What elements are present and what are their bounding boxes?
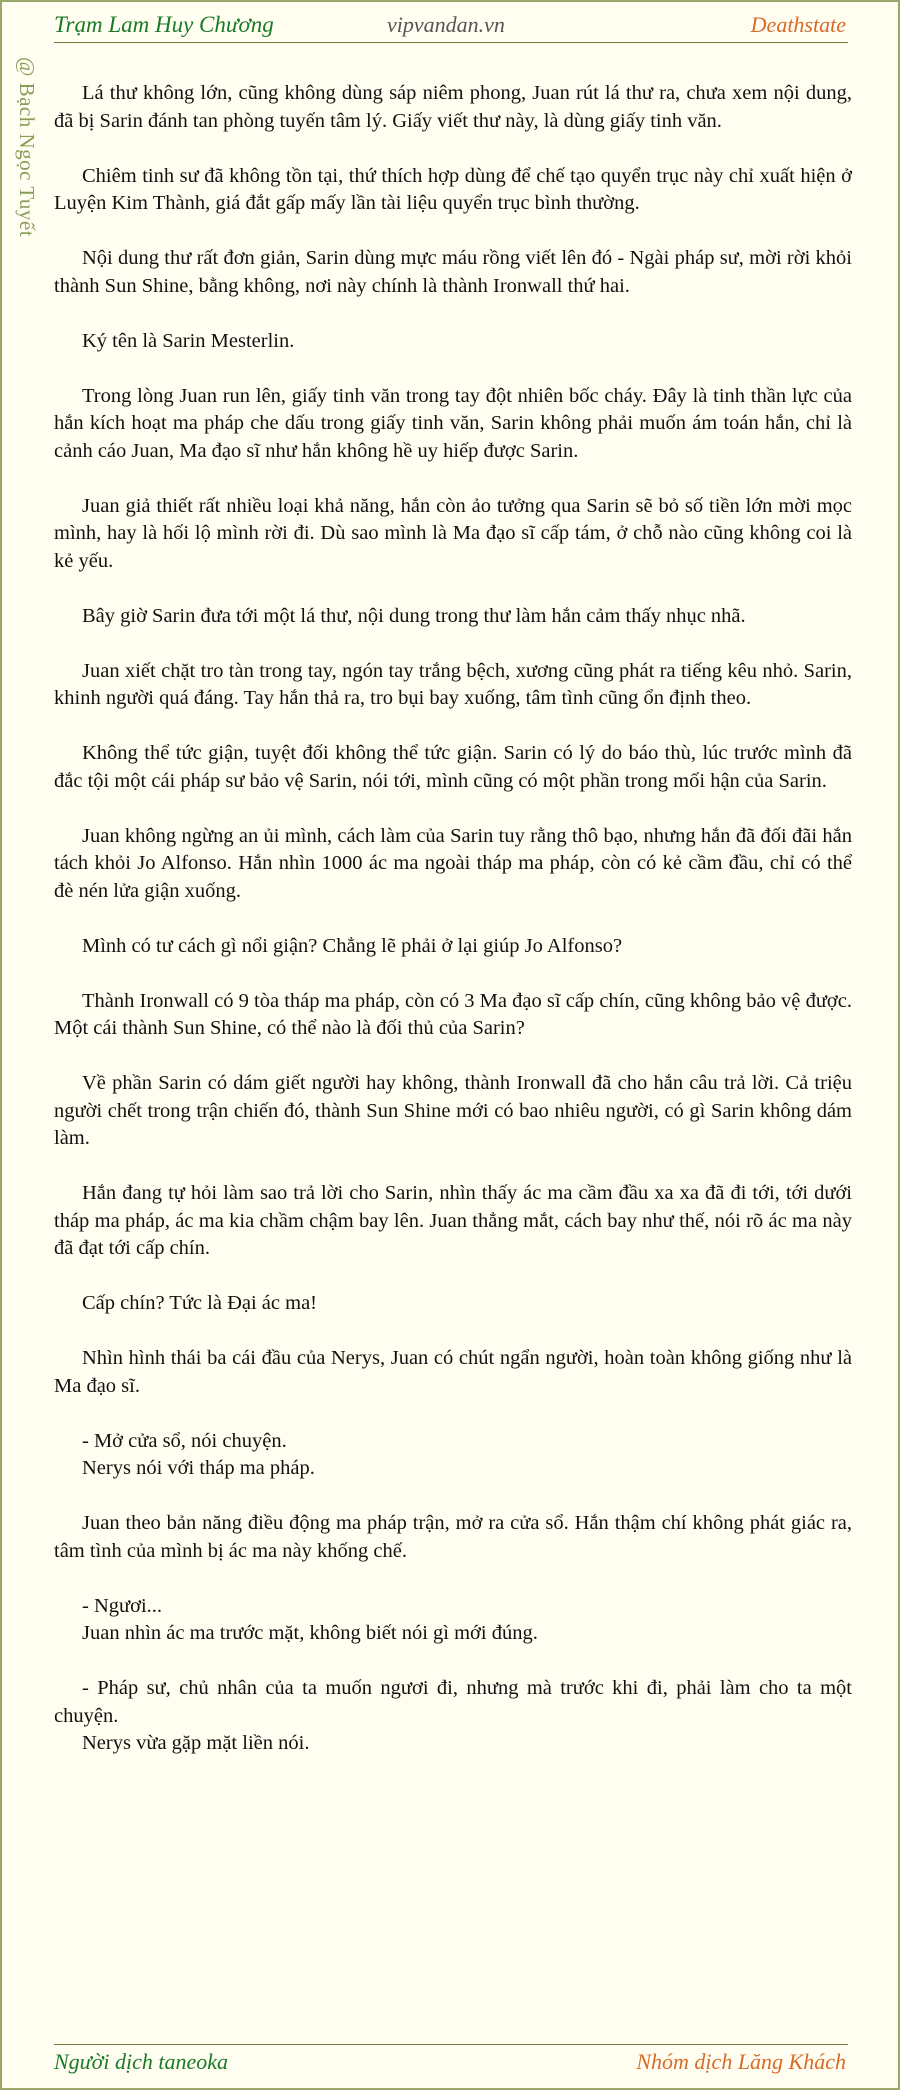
paragraph: Hắn đang tự hỏi làm sao trả lời cho Sarin, nhìn thấy ác ma cầm đầu xa xa đã đi tới, tới dưới tháp ma pháp, ác ma kia chầm chậm bay lên. Juan thẳng mắt, cách bay như thế, nói rõ ác ma này đã đạt tới cấp chín. — [54, 1182, 852, 1259]
paragraph: Juan giả thiết rất nhiều loại khả năng, hắn còn ảo tưởng qua Sarin sẽ bỏ số tiền lớn mời mọc mình, hay là hối lộ mình rời đi. Dù sao mình là Ma đạo sĩ cấp tám, ở chỗ nào cũng không coi là kẻ yếu. — [54, 494, 852, 572]
chapter-content — [54, 80, 852, 1785]
side-watermark: @ Bạch Ngọc Tuyết — [15, 57, 39, 238]
page-footer — [54, 2044, 848, 2079]
header-book-title: Deathstate — [750, 12, 846, 37]
paragraph: Nội dung thư rất đơn giản, Sarin dùng mực máu rồng viết lên đó - Ngài pháp sư, mời rời khỏi thành Sun Shine, bằng không, nơi này chính là thành Ironwall thứ hai. — [54, 247, 852, 297]
paragraph: Juan không ngừng an ủi mình, cách làm của Sarin tuy rằng thô bạo, nhưng hắn đã đối đãi hắn tách khỏi Jo Alfonso. Hắn nhìn 1000 ác ma ngoài tháp ma pháp, còn có kẻ cầm đầu, chỉ có thể đè nén lửa giận xuống. — [54, 824, 852, 902]
paragraph: Chiêm tinh sư đã không tồn tại, thứ thích hợp dùng để chế tạo quyển trục này chỉ xuất hiện ở Luyện Kim Thành, giá đắt gấp mấy lần tài liệu quyển trục bình thường. — [54, 164, 852, 214]
paragraph: Lá thư không lớn, cũng không dùng sáp niêm phong, Juan rút lá thư ra, chưa xem nội dung, đã bị Sarin đánh tan phòng tuyến tâm lý. Giấy viết thư này, là dùng giấy tinh văn. — [54, 82, 852, 132]
paragraph: Juan theo bản năng điều động ma pháp trận, mở ra cửa sổ. Hắn thậm chí không phát giác ra, tâm tình của mình bị ác ma này khống chế. — [54, 1512, 852, 1562]
narration-line: Juan nhìn ác ma trước mặt, không biết nói gì mới đúng. — [82, 1622, 538, 1644]
footer-group: Nhóm dịch Lăng Khách — [636, 2049, 846, 2074]
paragraph: Về phần Sarin có dám giết người hay không, thành Ironwall đã cho hắn câu trả lời. Cả triệu người chết trong trận chiến đó, thành Sun Shine mới có bao nhiêu người, có gì Sarin không dám làm. — [54, 1072, 852, 1149]
dialogue-line: - Mở cửa sổ, nói chuyện. — [82, 1429, 287, 1452]
dialogue-line: - Ngươi... — [82, 1594, 163, 1617]
paragraph: Thành Ironwall có 9 tòa tháp ma pháp, còn có 3 Ma đạo sĩ cấp chín, cũng không bảo vệ được. Một cái thành Sun Shine, có thể nào là đối thủ của Sarin? — [54, 989, 852, 1039]
paragraph: Không thể tức giận, tuyệt đối không thể tức giận. Sarin có lý do báo thù, lúc trước mình đã đắc tội một cái pháp sư bảo vệ Sarin, nói tới, mình cũng có một phần trong mối hận của Sarin. — [54, 742, 852, 792]
paragraph: Nhìn hình thái ba cái đầu của Nerys, Juan có chút ngẩn người, hoàn toàn không giống như là Ma đạo sĩ. — [54, 1347, 852, 1397]
dialogue-line: - Pháp sư, chủ nhân của ta muốn ngươi đi, nhưng mà trước khi đi, phải làm cho ta một chuyện. — [54, 1677, 852, 1727]
header-site-name: Trạm Lam Huy Chương — [54, 12, 274, 37]
paragraph: Trong lòng Juan run lên, giấy tinh văn trong tay đột nhiên bốc cháy. Đây là tinh thần lực của hắn kích hoạt ma pháp che dấu trong giấy tinh văn, Sarin không phải muốn ám toán hắn, chỉ là cảnh cáo Juan, Ma đạo sĩ như hắn không hề uy hiếp được Sarin. — [54, 384, 852, 462]
page-header — [54, 10, 848, 43]
header-website: vipvandan.vn — [387, 12, 505, 37]
paragraph: Cấp chín? Tức là Đại ác ma! — [82, 1292, 317, 1314]
paragraph: Bây giờ Sarin đưa tới một lá thư, nội dung trong thư làm hắn cảm thấy nhục nhã. — [82, 604, 746, 627]
narration-line: Nerys nói với tháp ma pháp. — [82, 1457, 315, 1479]
footer-translator: Người dịch taneoka — [54, 2049, 229, 2074]
paragraph: Juan xiết chặt tro tàn trong tay, ngón tay trắng bệch, xương cũng phát ra tiếng kêu nhỏ. Sarin, khinh người quá đáng. Tay hắn thả ra, tro bụi bay xuống, tâm tình cũng ổn định theo. — [54, 659, 852, 709]
paragraph: Mình có tư cách gì nổi giận? Chẳng lẽ phải ở lại giúp Jo Alfonso? — [82, 934, 623, 957]
paragraph: Ký tên là Sarin Mesterlin. — [82, 329, 295, 352]
narration-line: Nerys vừa gặp mặt liền nói. — [82, 1732, 310, 1754]
